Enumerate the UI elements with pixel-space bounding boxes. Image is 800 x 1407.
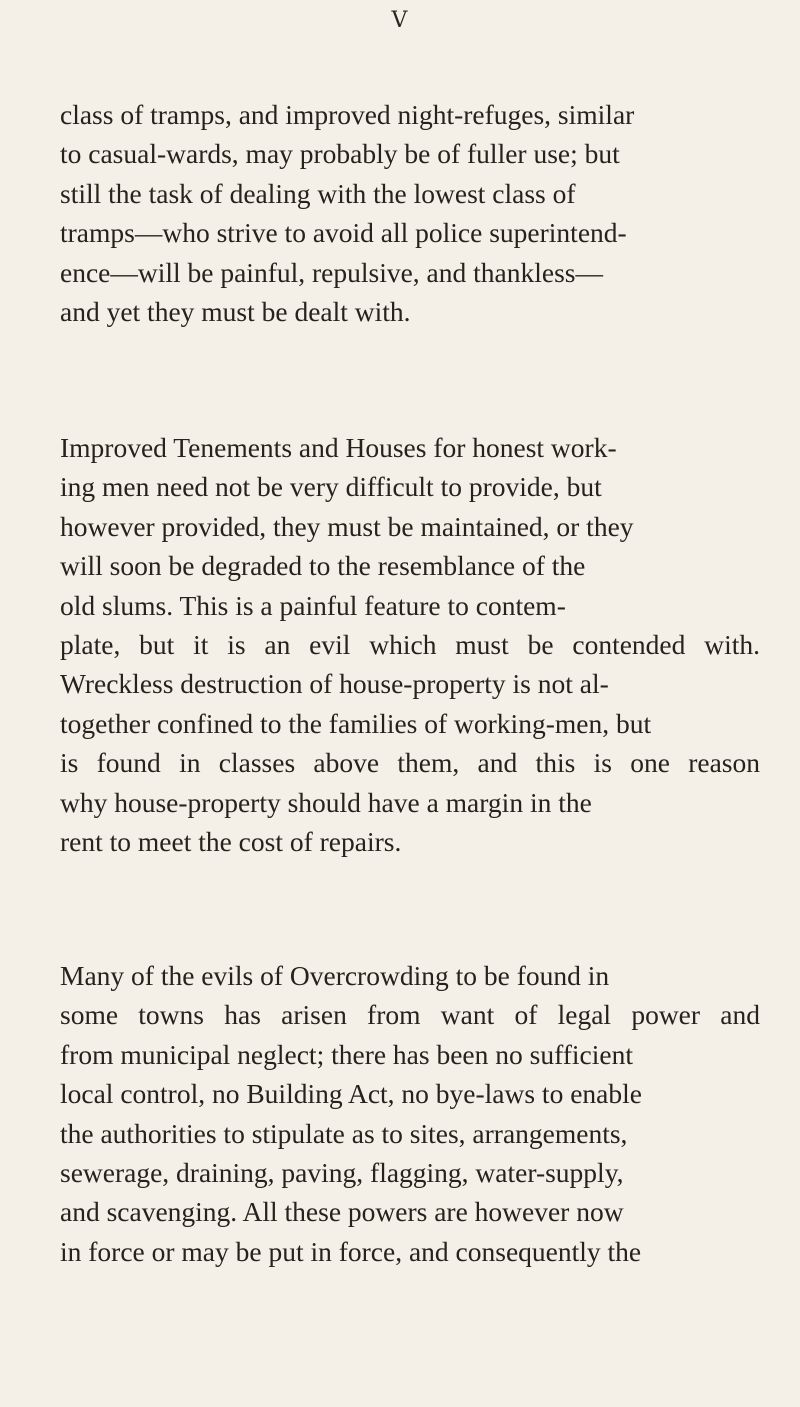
text-line: class of tramps, and improved night-refuges, similar — [60, 99, 635, 130]
text-line: Wreckless destruction of house-property is not al- — [60, 668, 609, 700]
page-number: V — [391, 8, 409, 33]
text-line: plate, but it is an evil which must be contended with. — [60, 628, 760, 660]
paragraph-3 — [60, 956, 760, 1271]
text-line: is found in classes above them, and this is one reason — [60, 747, 760, 779]
text-line: however provided, they must be maintained, or they — [60, 510, 634, 542]
text-line: ence—will be painful, repulsive, and thankless— — [60, 256, 603, 288]
paragraph-1 — [60, 95, 760, 331]
text-line: the authorities to stipulate as to sites, arrangements, — [60, 1117, 628, 1149]
text-line: to casual-wards, may probably be of fuller use; but — [60, 138, 620, 170]
paragraph-2 — [60, 428, 760, 861]
text-line: in force or may be put in force, and consequently the — [60, 1235, 642, 1267]
text-line: from municipal neglect; there has been no sufficient — [60, 1038, 633, 1070]
text-line: Improved Tenements and Houses for honest work- — [60, 432, 617, 463]
text-line: tramps—who strive to avoid all police superintend- — [60, 217, 627, 249]
text-line: and scavenging. All these powers are however now — [60, 1196, 624, 1228]
text-line: old slums. This is a painful feature to contem- — [60, 589, 566, 621]
text-line: why house-property should have a margin in the — [60, 786, 592, 818]
text-line: will soon be degraded to the resemblance of the — [60, 550, 586, 582]
text-line: rent to meet the cost of repairs. — [60, 825, 402, 857]
text-line: Many of the evils of Overcrowding to be found in — [60, 960, 610, 991]
text-line: local control, no Building Act, no bye-laws to enable — [60, 1078, 642, 1110]
text-line: some towns has arisen from want of legal power and — [60, 999, 760, 1031]
text-line: together confined to the families of working-men, but — [60, 707, 652, 739]
text-line: ing men need not be very difficult to provide, but — [60, 471, 602, 503]
text-line: sewerage, draining, paving, flagging, water-supply, — [60, 1156, 624, 1188]
text-line: and yet they must be dealt with. — [60, 295, 411, 327]
text-line: still the task of dealing with the lowest class of — [60, 177, 576, 209]
